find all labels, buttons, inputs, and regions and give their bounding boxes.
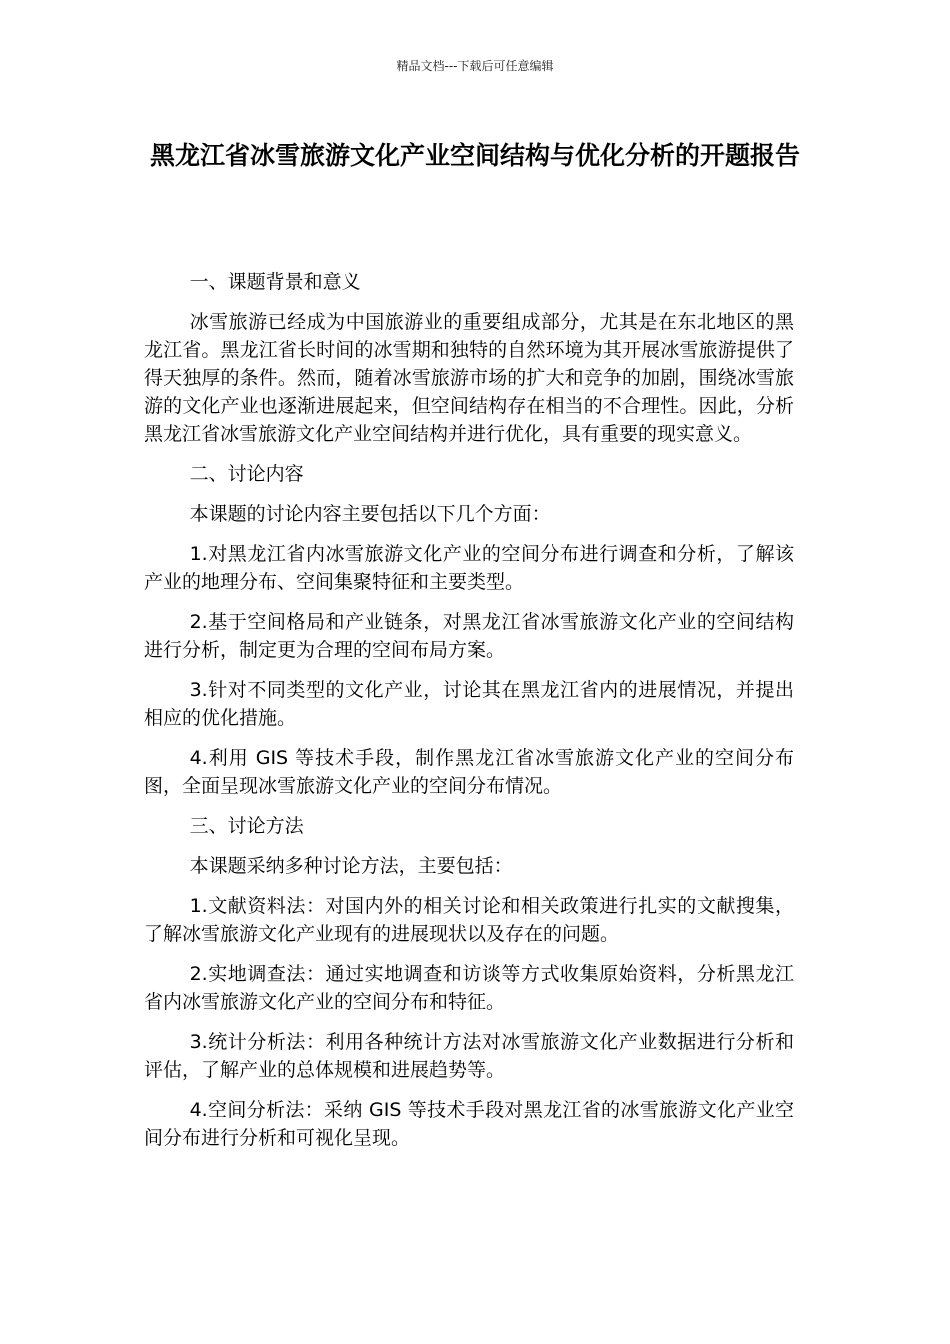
content-item: 3.针对不同类型的文化产业，讨论其在黑龙江省内的进展情况，并提出相应的优化措施。 bbox=[144, 679, 794, 729]
content-item: 4.利用 GIS 等技术手段，制作黑龙江省冰雪旅游文化产业的空间分布图，全面呈现冰雪旅游文化产业的空间分布情况。 bbox=[144, 747, 794, 797]
document-title: 黑龙江省冰雪旅游文化产业空间结构与优化分析的开题报告 bbox=[149, 141, 800, 170]
background-paragraph: 冰雪旅游已经成为中国旅游业的重要组成部分，尤其是在东北地区的黑龙江省。黑龙江省长时间的冰雪期和独特的自然环境为其开展冰雪旅游提供了得天独厚的条件。然而，随着冰雪旅游市场的扩大和竞争的加剧，围绕冰雪旅游的文化产业也逐渐进展起来，但空间结构存在相当的不合理性。因此，分析黑龙江省冰雪旅游文化产业空间结构并进行优化，具有重要的现实意义。 bbox=[144, 311, 794, 445]
section-heading-content: 二、讨论内容 bbox=[189, 463, 304, 485]
method-item: 2.实地调查法：通过实地调查和访谈等方式收集原始资料，分析黑龙江省内冰雪旅游文化产业的空间分布和特征。 bbox=[144, 963, 794, 1013]
content-item: 2.基于空间格局和产业链条，对黑龙江省冰雪旅游文化产业的空间结构进行分析，制定更为合理的空间布局方案。 bbox=[144, 611, 794, 661]
section-heading-methods: 三、讨论方法 bbox=[189, 815, 304, 837]
header-note: 精品文档---下载后可任意编辑 bbox=[396, 59, 554, 73]
method-item: 1.文献资料法：对国内外的相关讨论和相关政策进行扎实的文献搜集，了解冰雪旅游文化产业现有的进展现状以及存在的问题。 bbox=[144, 895, 794, 945]
methods-intro: 本课题采纳多种讨论方法，主要包括： bbox=[189, 855, 513, 877]
document-body bbox=[144, 268, 794, 1164]
method-item: 4.空间分析法：采纳 GIS 等技术手段对黑龙江省的冰雪旅游文化产业空间分布进行分析和可视化呈现。 bbox=[144, 1099, 794, 1149]
section-heading-background: 一、课题背景和意义 bbox=[189, 271, 361, 293]
method-item: 3.统计分析法：利用各种统计方法对冰雪旅游文化产业数据进行分析和评估，了解产业的总体规模和进展趋势等。 bbox=[144, 1031, 794, 1081]
content-intro: 本课题的讨论内容主要包括以下几个方面： bbox=[189, 503, 551, 525]
content-item: 1.对黑龙江省内冰雪旅游文化产业的空间分布进行调查和分析，了解该产业的地理分布、空间集聚特征和主要类型。 bbox=[144, 543, 794, 593]
